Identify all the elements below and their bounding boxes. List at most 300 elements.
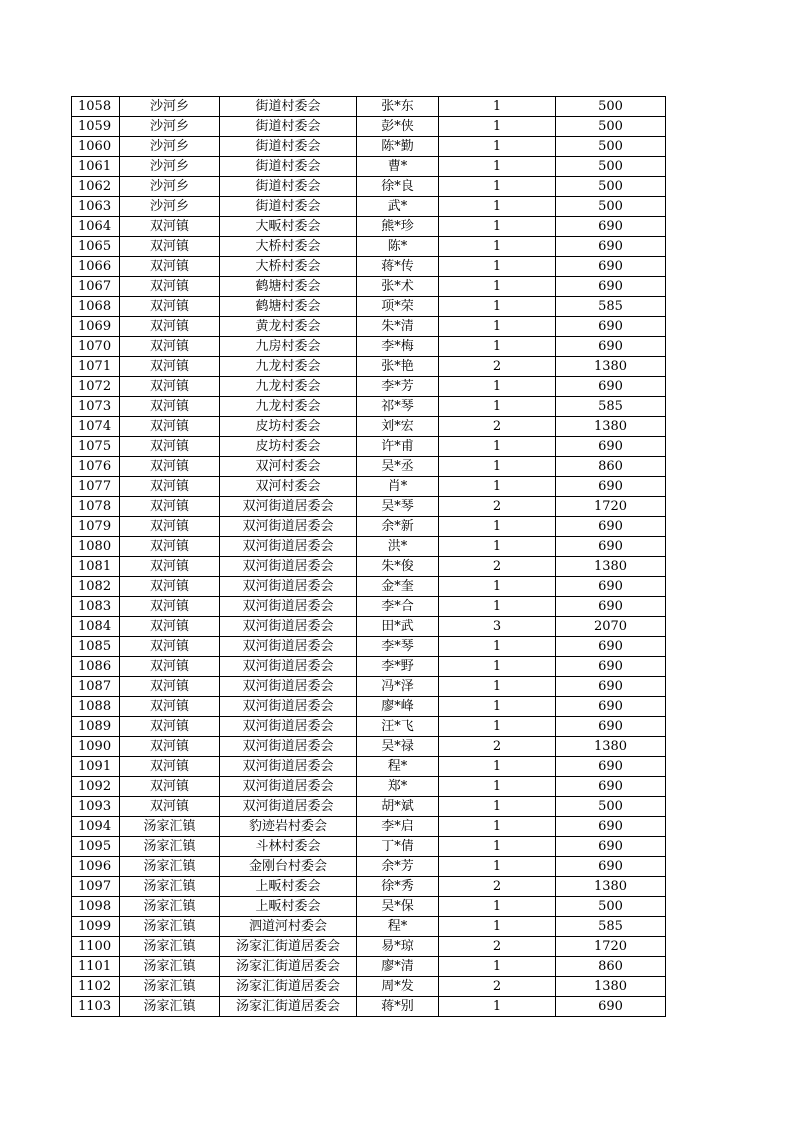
amount-cell: 585 (556, 917, 666, 937)
person-name-cell: 洪* (357, 537, 439, 557)
record-number-cell: 1068 (72, 297, 120, 317)
person-name-cell: 熊*珍 (357, 217, 439, 237)
table-row (72, 817, 666, 837)
household-count-cell: 1 (439, 237, 556, 257)
person-name-cell: 张*东 (357, 97, 439, 117)
village-committee-cell: 上畈村委会 (220, 897, 357, 917)
amount-cell: 690 (556, 677, 666, 697)
village-committee-cell: 双河村委会 (220, 477, 357, 497)
table-row (72, 517, 666, 537)
record-number-cell: 1067 (72, 277, 120, 297)
record-number-cell: 1101 (72, 957, 120, 977)
amount-cell: 500 (556, 897, 666, 917)
record-number-cell: 1080 (72, 537, 120, 557)
village-committee-cell: 双河街道居委会 (220, 577, 357, 597)
table-row (72, 837, 666, 857)
record-number-cell: 1097 (72, 877, 120, 897)
village-committee-cell: 金刚台村委会 (220, 857, 357, 877)
record-number-cell: 1085 (72, 637, 120, 657)
person-name-cell: 田*武 (357, 617, 439, 637)
person-name-cell: 彭*侠 (357, 117, 439, 137)
household-count-cell: 2 (439, 357, 556, 377)
amount-cell: 1380 (556, 977, 666, 997)
amount-cell: 500 (556, 97, 666, 117)
record-number-cell: 1062 (72, 177, 120, 197)
township-cell: 汤家汇镇 (120, 957, 220, 977)
amount-cell: 500 (556, 797, 666, 817)
household-count-cell: 1 (439, 697, 556, 717)
person-name-cell: 张*艳 (357, 357, 439, 377)
township-cell: 双河镇 (120, 497, 220, 517)
village-committee-cell: 双河街道居委会 (220, 517, 357, 537)
record-number-cell: 1099 (72, 917, 120, 937)
household-count-cell: 1 (439, 477, 556, 497)
record-number-cell: 1090 (72, 737, 120, 757)
township-cell: 汤家汇镇 (120, 977, 220, 997)
record-number-cell: 1100 (72, 937, 120, 957)
person-name-cell: 胡*斌 (357, 797, 439, 817)
amount-cell: 690 (556, 437, 666, 457)
township-cell: 汤家汇镇 (120, 997, 220, 1017)
household-count-cell: 2 (439, 977, 556, 997)
village-committee-cell: 鹤塘村委会 (220, 297, 357, 317)
village-committee-cell: 街道村委会 (220, 117, 357, 137)
person-name-cell: 项*荣 (357, 297, 439, 317)
person-name-cell: 丁*倩 (357, 837, 439, 857)
person-name-cell: 吴*禄 (357, 737, 439, 757)
table-row (72, 897, 666, 917)
table-row (72, 277, 666, 297)
amount-cell: 1380 (556, 357, 666, 377)
household-count-cell: 1 (439, 117, 556, 137)
village-committee-cell: 街道村委会 (220, 137, 357, 157)
table-row (72, 417, 666, 437)
village-committee-cell: 双河街道居委会 (220, 797, 357, 817)
person-name-cell: 李*梅 (357, 337, 439, 357)
amount-cell: 690 (556, 717, 666, 737)
village-committee-cell: 双河街道居委会 (220, 677, 357, 697)
person-name-cell: 冯*泽 (357, 677, 439, 697)
record-number-cell: 1077 (72, 477, 120, 497)
record-number-cell: 1066 (72, 257, 120, 277)
household-count-cell: 2 (439, 737, 556, 757)
person-name-cell: 金*奎 (357, 577, 439, 597)
person-name-cell: 李*启 (357, 817, 439, 837)
record-number-cell: 1089 (72, 717, 120, 737)
township-cell: 双河镇 (120, 577, 220, 597)
record-number-cell: 1094 (72, 817, 120, 837)
person-name-cell: 陈* (357, 237, 439, 257)
record-number-cell: 1078 (72, 497, 120, 517)
township-cell: 双河镇 (120, 717, 220, 737)
person-name-cell: 廖*清 (357, 957, 439, 977)
township-cell: 汤家汇镇 (120, 937, 220, 957)
table-row (72, 937, 666, 957)
amount-cell: 585 (556, 397, 666, 417)
village-committee-cell: 双河街道居委会 (220, 537, 357, 557)
table-row (72, 377, 666, 397)
township-cell: 双河镇 (120, 797, 220, 817)
table-row (72, 357, 666, 377)
amount-cell: 690 (556, 277, 666, 297)
village-committee-cell: 街道村委会 (220, 97, 357, 117)
amount-cell: 1720 (556, 937, 666, 957)
township-cell: 双河镇 (120, 257, 220, 277)
village-committee-cell: 双河街道居委会 (220, 597, 357, 617)
record-number-cell: 1087 (72, 677, 120, 697)
household-count-cell: 1 (439, 317, 556, 337)
person-name-cell: 张*术 (357, 277, 439, 297)
record-number-cell: 1061 (72, 157, 120, 177)
village-committee-cell: 街道村委会 (220, 157, 357, 177)
village-committee-cell: 双河街道居委会 (220, 497, 357, 517)
record-number-cell: 1070 (72, 337, 120, 357)
township-cell: 双河镇 (120, 217, 220, 237)
amount-cell: 1380 (556, 737, 666, 757)
amount-cell: 690 (556, 257, 666, 277)
person-name-cell: 肖* (357, 477, 439, 497)
township-cell: 双河镇 (120, 357, 220, 377)
person-name-cell: 刘*宏 (357, 417, 439, 437)
household-count-cell: 2 (439, 937, 556, 957)
village-committee-cell: 大桥村委会 (220, 257, 357, 277)
table-row (72, 617, 666, 637)
record-number-cell: 1081 (72, 557, 120, 577)
record-number-cell: 1103 (72, 997, 120, 1017)
household-count-cell: 1 (439, 857, 556, 877)
amount-cell: 690 (556, 477, 666, 497)
person-name-cell: 吴*保 (357, 897, 439, 917)
township-cell: 双河镇 (120, 377, 220, 397)
township-cell: 沙河乡 (120, 197, 220, 217)
table-row (72, 537, 666, 557)
amount-cell: 690 (556, 837, 666, 857)
household-count-cell: 1 (439, 657, 556, 677)
record-number-cell: 1059 (72, 117, 120, 137)
table-row (72, 497, 666, 517)
table-row (72, 317, 666, 337)
amount-cell: 690 (556, 217, 666, 237)
record-number-cell: 1093 (72, 797, 120, 817)
village-committee-cell: 九龙村委会 (220, 377, 357, 397)
amount-cell: 860 (556, 457, 666, 477)
record-number-cell: 1063 (72, 197, 120, 217)
household-count-cell: 2 (439, 557, 556, 577)
township-cell: 双河镇 (120, 637, 220, 657)
person-name-cell: 武* (357, 197, 439, 217)
village-committee-cell: 黄龙村委会 (220, 317, 357, 337)
township-cell: 双河镇 (120, 477, 220, 497)
household-count-cell: 2 (439, 417, 556, 437)
person-name-cell: 蒋*传 (357, 257, 439, 277)
record-number-cell: 1064 (72, 217, 120, 237)
township-cell: 汤家汇镇 (120, 877, 220, 897)
household-count-cell: 1 (439, 997, 556, 1017)
household-count-cell: 1 (439, 817, 556, 837)
household-count-cell: 1 (439, 397, 556, 417)
person-name-cell: 吴*琴 (357, 497, 439, 517)
table-row (72, 137, 666, 157)
household-count-cell: 1 (439, 197, 556, 217)
record-number-cell: 1076 (72, 457, 120, 477)
amount-cell: 500 (556, 137, 666, 157)
person-name-cell: 曹* (357, 157, 439, 177)
household-count-cell: 1 (439, 717, 556, 737)
township-cell: 双河镇 (120, 437, 220, 457)
village-committee-cell: 九龙村委会 (220, 397, 357, 417)
household-count-cell: 1 (439, 597, 556, 617)
household-count-cell: 1 (439, 97, 556, 117)
township-cell: 双河镇 (120, 737, 220, 757)
table-row (72, 977, 666, 997)
table-row (72, 657, 666, 677)
person-name-cell: 李*野 (357, 657, 439, 677)
township-cell: 汤家汇镇 (120, 897, 220, 917)
township-cell: 双河镇 (120, 417, 220, 437)
record-number-cell: 1075 (72, 437, 120, 457)
household-count-cell: 1 (439, 757, 556, 777)
township-cell: 汤家汇镇 (120, 917, 220, 937)
record-number-cell: 1079 (72, 517, 120, 537)
amount-cell: 690 (556, 657, 666, 677)
amount-cell: 690 (556, 517, 666, 537)
record-number-cell: 1096 (72, 857, 120, 877)
household-count-cell: 1 (439, 457, 556, 477)
table-row (72, 857, 666, 877)
person-name-cell: 廖*峰 (357, 697, 439, 717)
township-cell: 汤家汇镇 (120, 857, 220, 877)
amount-cell: 2070 (556, 617, 666, 637)
table-row (72, 97, 666, 117)
amount-cell: 500 (556, 197, 666, 217)
record-number-cell: 1083 (72, 597, 120, 617)
village-committee-cell: 双河街道居委会 (220, 717, 357, 737)
record-number-cell: 1088 (72, 697, 120, 717)
table-row (72, 197, 666, 217)
township-cell: 双河镇 (120, 597, 220, 617)
township-cell: 双河镇 (120, 277, 220, 297)
township-cell: 双河镇 (120, 677, 220, 697)
table-row (72, 677, 666, 697)
village-committee-cell: 斗林村委会 (220, 837, 357, 857)
village-committee-cell: 双河村委会 (220, 457, 357, 477)
table-row (72, 797, 666, 817)
record-number-cell: 1084 (72, 617, 120, 637)
table-row (72, 457, 666, 477)
amount-cell: 1720 (556, 497, 666, 517)
township-cell: 双河镇 (120, 537, 220, 557)
record-number-cell: 1073 (72, 397, 120, 417)
table-row (72, 697, 666, 717)
household-count-cell: 1 (439, 797, 556, 817)
household-count-cell: 1 (439, 217, 556, 237)
person-name-cell: 徐*良 (357, 177, 439, 197)
household-count-cell: 3 (439, 617, 556, 637)
village-committee-cell: 双河街道居委会 (220, 557, 357, 577)
table-row (72, 217, 666, 237)
household-count-cell: 1 (439, 677, 556, 697)
village-committee-cell: 双河街道居委会 (220, 777, 357, 797)
household-count-cell: 1 (439, 837, 556, 857)
record-number-cell: 1082 (72, 577, 120, 597)
amount-cell: 1380 (556, 557, 666, 577)
record-number-cell: 1071 (72, 357, 120, 377)
village-committee-cell: 上畈村委会 (220, 877, 357, 897)
village-committee-cell: 豹迹岩村委会 (220, 817, 357, 837)
household-count-cell: 1 (439, 637, 556, 657)
amount-cell: 690 (556, 997, 666, 1017)
household-count-cell: 1 (439, 257, 556, 277)
person-name-cell: 徐*秀 (357, 877, 439, 897)
household-count-cell: 1 (439, 297, 556, 317)
person-name-cell: 程* (357, 757, 439, 777)
table-row (72, 737, 666, 757)
village-committee-cell: 大桥村委会 (220, 237, 357, 257)
person-name-cell: 余*芳 (357, 857, 439, 877)
amount-cell: 690 (556, 317, 666, 337)
township-cell: 汤家汇镇 (120, 817, 220, 837)
township-cell: 沙河乡 (120, 137, 220, 157)
village-committee-cell: 双河街道居委会 (220, 737, 357, 757)
township-cell: 汤家汇镇 (120, 837, 220, 857)
record-number-cell: 1092 (72, 777, 120, 797)
amount-cell: 585 (556, 297, 666, 317)
person-name-cell: 李*琴 (357, 637, 439, 657)
township-cell: 双河镇 (120, 237, 220, 257)
table-row (72, 437, 666, 457)
village-committee-cell: 汤家汇街道居委会 (220, 977, 357, 997)
record-number-cell: 1098 (72, 897, 120, 917)
township-cell: 双河镇 (120, 337, 220, 357)
township-cell: 沙河乡 (120, 97, 220, 117)
record-number-cell: 1086 (72, 657, 120, 677)
amount-cell: 690 (556, 537, 666, 557)
township-cell: 双河镇 (120, 397, 220, 417)
person-name-cell: 余*新 (357, 517, 439, 537)
records-table-body (72, 97, 666, 1017)
table-row (72, 597, 666, 617)
record-number-cell: 1091 (72, 757, 120, 777)
township-cell: 沙河乡 (120, 177, 220, 197)
amount-cell: 860 (556, 957, 666, 977)
amount-cell: 690 (556, 237, 666, 257)
village-committee-cell: 九房村委会 (220, 337, 357, 357)
record-number-cell: 1074 (72, 417, 120, 437)
township-cell: 双河镇 (120, 617, 220, 637)
household-count-cell: 1 (439, 377, 556, 397)
township-cell: 沙河乡 (120, 157, 220, 177)
person-name-cell: 易*琼 (357, 937, 439, 957)
amount-cell: 690 (556, 697, 666, 717)
amount-cell: 690 (556, 637, 666, 657)
person-name-cell: 周*发 (357, 977, 439, 997)
village-committee-cell: 汤家汇街道居委会 (220, 997, 357, 1017)
person-name-cell: 程* (357, 917, 439, 937)
amount-cell: 500 (556, 157, 666, 177)
household-count-cell: 1 (439, 157, 556, 177)
township-cell: 双河镇 (120, 697, 220, 717)
township-cell: 双河镇 (120, 757, 220, 777)
table-row (72, 717, 666, 737)
record-number-cell: 1060 (72, 137, 120, 157)
amount-cell: 690 (556, 597, 666, 617)
record-number-cell: 1065 (72, 237, 120, 257)
amount-cell: 690 (556, 377, 666, 397)
person-name-cell: 朱*清 (357, 317, 439, 337)
household-count-cell: 1 (439, 277, 556, 297)
table-row (72, 237, 666, 257)
amount-cell: 690 (556, 577, 666, 597)
village-committee-cell: 双河街道居委会 (220, 697, 357, 717)
amount-cell: 1380 (556, 877, 666, 897)
village-committee-cell: 汤家汇街道居委会 (220, 957, 357, 977)
record-number-cell: 1058 (72, 97, 120, 117)
record-number-cell: 1072 (72, 377, 120, 397)
household-count-cell: 1 (439, 777, 556, 797)
person-name-cell: 吴*丞 (357, 457, 439, 477)
village-committee-cell: 皮坊村委会 (220, 417, 357, 437)
table-row (72, 957, 666, 977)
record-number-cell: 1095 (72, 837, 120, 857)
village-committee-cell: 皮坊村委会 (220, 437, 357, 457)
household-count-cell: 1 (439, 517, 556, 537)
person-name-cell: 李*芳 (357, 377, 439, 397)
village-committee-cell: 街道村委会 (220, 177, 357, 197)
amount-cell: 690 (556, 817, 666, 837)
person-name-cell: 祁*琴 (357, 397, 439, 417)
amount-cell: 690 (556, 857, 666, 877)
record-number-cell: 1069 (72, 317, 120, 337)
table-row (72, 177, 666, 197)
household-count-cell: 1 (439, 537, 556, 557)
household-count-cell: 2 (439, 877, 556, 897)
table-row (72, 117, 666, 137)
table-row (72, 637, 666, 657)
table-row (72, 477, 666, 497)
township-cell: 双河镇 (120, 297, 220, 317)
household-count-cell: 1 (439, 577, 556, 597)
person-name-cell: 许*甫 (357, 437, 439, 457)
records-table (71, 96, 666, 1017)
household-count-cell: 1 (439, 917, 556, 937)
household-count-cell: 1 (439, 137, 556, 157)
table-row (72, 397, 666, 417)
township-cell: 双河镇 (120, 517, 220, 537)
person-name-cell: 汪*飞 (357, 717, 439, 737)
record-number-cell: 1102 (72, 977, 120, 997)
household-count-cell: 1 (439, 177, 556, 197)
person-name-cell: 李*合 (357, 597, 439, 617)
person-name-cell: 郑* (357, 777, 439, 797)
person-name-cell: 蒋*别 (357, 997, 439, 1017)
person-name-cell: 朱*俊 (357, 557, 439, 577)
household-count-cell: 1 (439, 437, 556, 457)
village-committee-cell: 双河街道居委会 (220, 637, 357, 657)
table-row (72, 157, 666, 177)
township-cell: 双河镇 (120, 777, 220, 797)
amount-cell: 500 (556, 117, 666, 137)
township-cell: 双河镇 (120, 457, 220, 477)
township-cell: 双河镇 (120, 317, 220, 337)
village-committee-cell: 双河街道居委会 (220, 617, 357, 637)
village-committee-cell: 双河街道居委会 (220, 757, 357, 777)
village-committee-cell: 双河街道居委会 (220, 657, 357, 677)
amount-cell: 500 (556, 177, 666, 197)
table-row (72, 877, 666, 897)
township-cell: 双河镇 (120, 557, 220, 577)
household-count-cell: 1 (439, 897, 556, 917)
table-row (72, 777, 666, 797)
